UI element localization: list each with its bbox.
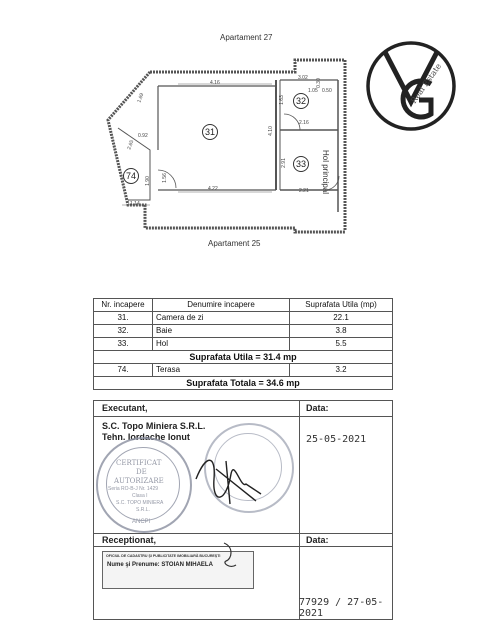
executant-date-label: Data: <box>306 403 329 413</box>
plan-side-label: Hol principal <box>321 150 330 195</box>
header-denumire: Denumire incapere <box>153 299 290 312</box>
row-nr: 33. <box>94 338 153 351</box>
stamp-text: DE <box>136 468 147 476</box>
section-separator <box>94 546 392 547</box>
subtotal-row <box>94 351 393 364</box>
dimension-label: 0.92 <box>138 133 148 139</box>
row-area: 22.1 <box>290 312 393 325</box>
executant-company: S.C. Topo Miniera S.R.L. <box>102 421 206 431</box>
total-row <box>94 377 393 390</box>
room-number-74: 74 <box>123 168 139 184</box>
plan-south-label: Apartament 25 <box>208 239 261 248</box>
dimension-label: 3.02 <box>298 75 308 81</box>
executant-label: Executant, <box>102 403 148 413</box>
room-number-33: 33 <box>293 156 309 172</box>
dimension-label: 1.56 <box>161 173 168 183</box>
row-nr: 32. <box>94 325 153 338</box>
room-number-31: 31 <box>202 124 218 140</box>
receptionat-date-label: Data: <box>306 535 329 545</box>
subtotal: Suprafata Utila = 31.4 mp <box>94 351 393 364</box>
signature-section <box>93 400 393 620</box>
certificate-stamp <box>96 437 192 533</box>
stamp-text: CERTIFICAT <box>116 459 162 467</box>
header-suprafata: Suprafata Utila (mp) <box>290 299 393 312</box>
section-divider <box>299 401 300 619</box>
stamp-text: ANCPI <box>132 519 151 525</box>
dimension-label: 0.30 <box>315 78 322 88</box>
header-nr: Nr. incapere <box>94 299 153 312</box>
dimension-label: 2.16 <box>299 120 309 126</box>
section-separator <box>94 416 392 417</box>
table-row <box>94 312 393 325</box>
receptionat-handwritten-date: 77929 / 27-05-2021 <box>299 597 384 619</box>
dimension-label: 4.16 <box>210 80 220 86</box>
real-estate-logo <box>365 40 457 132</box>
terrace-area: 3.2 <box>290 364 393 377</box>
dimension-label: 2.65 <box>126 139 136 151</box>
dimension-label: 2.21 <box>299 188 309 194</box>
ocpi-stamp-title: OFICIUL DE CADASTRU ŞI PUBLICITATE IMOBILIARĂ BUCUREŞTI <box>106 554 221 558</box>
ocpi-stamp-name: Nume şi Prenume: STOIAN MIHAELA <box>107 562 213 568</box>
terrace-name: Terasa <box>153 364 290 377</box>
executant-signature-icon <box>186 449 266 509</box>
terrace-row <box>94 364 393 377</box>
row-name: Hol <box>153 338 290 351</box>
dimension-label: 1.14 <box>130 201 140 207</box>
row-name: Camera de zi <box>153 312 290 325</box>
executant-date: 25-05-2021 <box>306 434 367 445</box>
vg-monogram-icon <box>365 40 457 132</box>
table-header-row <box>94 299 393 312</box>
stamp-text: AUTORIZARE <box>114 477 164 485</box>
stamp-text: S.C. TOPO MINIERA <box>116 500 164 506</box>
area-table <box>93 298 393 390</box>
dimension-label: 2.91 <box>280 158 287 168</box>
dimension-label: 4.10 <box>267 126 274 136</box>
receptionat-label: Receptionat, <box>102 535 157 545</box>
receptionat-signature-icon <box>220 541 240 571</box>
logo-text: Real Estate <box>409 61 444 106</box>
executant-person: Tehn. Iordache Ionut <box>102 432 190 442</box>
plan-north-label: Apartament 27 <box>220 33 273 42</box>
stamp-text: S.R.L. <box>136 507 150 513</box>
row-area: 5.5 <box>290 338 393 351</box>
row-name: Baie <box>153 325 290 338</box>
dimension-label: 1.05 <box>308 88 318 94</box>
room-number-32: 32 <box>293 93 309 109</box>
table-row <box>94 325 393 338</box>
dimension-label: 1.90 <box>144 176 151 186</box>
table-row <box>94 338 393 351</box>
stamp-text: Clasa I <box>132 493 148 499</box>
row-area: 3.8 <box>290 325 393 338</box>
dimension-label: 1.69 <box>136 92 146 104</box>
terrace-nr: 74. <box>94 364 153 377</box>
dimension-label: 1.63 <box>278 95 285 105</box>
stamp-text: Seria RO-B-J Nr. 1429 <box>108 486 159 492</box>
section-separator <box>94 533 392 534</box>
dimension-label: 4.22 <box>208 186 218 192</box>
row-nr: 31. <box>94 312 153 325</box>
total: Suprafata Totala = 34.6 mp <box>94 377 393 390</box>
dimension-label: 0.50 <box>322 88 332 94</box>
